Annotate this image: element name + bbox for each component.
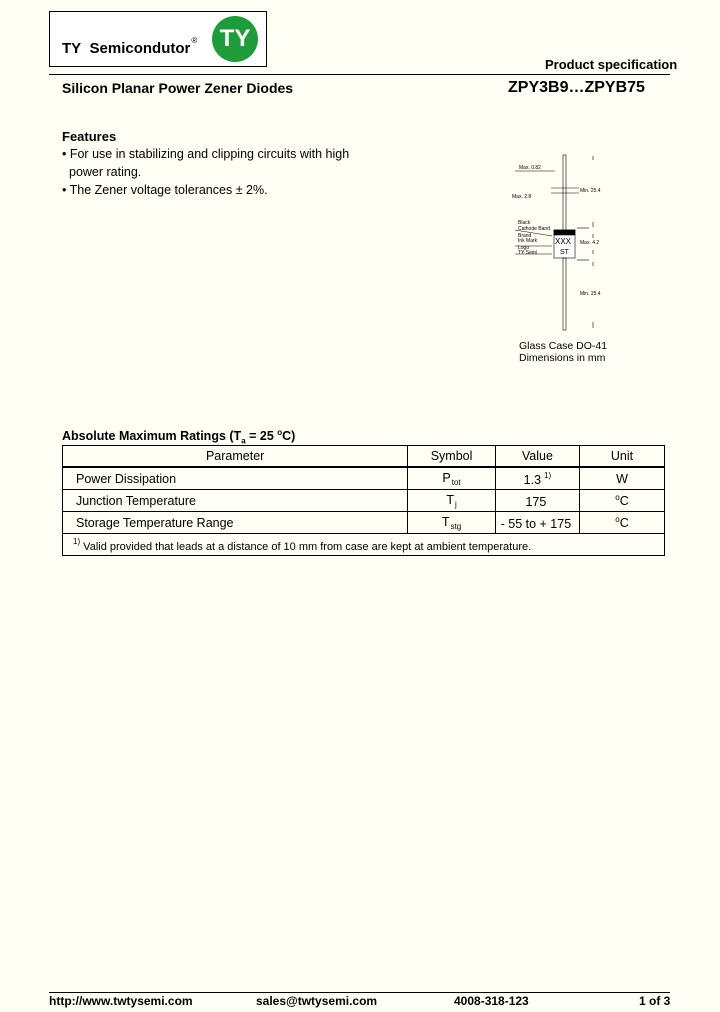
symbol-cell: $T_{stg}$ (408, 512, 496, 534)
body-mark: ST (560, 249, 569, 256)
col-header: Symbol (408, 446, 496, 468)
dim-label: Min. 25.4 (580, 188, 601, 194)
brand-name: TY Semicondutor® (62, 36, 198, 57)
table-row (63, 467, 665, 490)
footnote: $^{1)}$ Valid provided that leads at a distance of 10 mm from case are kept at ambient temperature. (63, 534, 665, 556)
logo-icon: TY (212, 16, 258, 62)
param-cell: Junction Temperature (63, 490, 408, 512)
value-cell: 175 (495, 490, 579, 512)
product-description: Silicon Planar Power Zener Diodes (62, 80, 294, 96)
dim-label: Min. 25.4 (580, 291, 601, 297)
feature-item: • For use in stabilizing and clipping circuits with high (62, 147, 350, 161)
param-cell: Power Dissipation (63, 467, 408, 490)
symbol-cell: $T_j$ (408, 490, 496, 512)
param-cell: Storage Temperature Range (63, 512, 408, 534)
feature-item: • The Zener voltage tolerances ± 2%. (62, 183, 268, 197)
phone-number: 4008-318-123 (454, 994, 529, 1008)
features-heading: Features (62, 129, 117, 144)
ratings-table (62, 445, 665, 556)
dim-label: Max. 4.2 (580, 240, 600, 246)
dim-label: Max. 2.8 (512, 194, 532, 200)
dim-label: TY Semi (518, 250, 538, 256)
table-row (63, 490, 665, 512)
dim-label: Ink Mark (518, 238, 538, 244)
email-link[interactable]: sales@twtysemi.com (256, 994, 378, 1008)
col-header: Unit (580, 446, 665, 468)
ratings-heading: Absolute Maximum Ratings ($T_a = 25$ $^o$C) (62, 428, 296, 446)
header-divider (49, 74, 670, 75)
feature-item: power rating. (69, 165, 142, 179)
col-header: Value (495, 446, 579, 468)
dim-label: Cathode Band (518, 226, 550, 232)
page-number: 1 of 3 (639, 994, 671, 1008)
value-cell: 1.3 $^{1)}$ (495, 467, 579, 490)
website-link[interactable]: http://www.twtysemi.com (49, 994, 193, 1008)
dim-label: Max. 0.82 (519, 165, 541, 171)
doc-type: Product specification (545, 57, 678, 72)
table-row (63, 512, 665, 534)
dim-label: Black (518, 220, 531, 226)
dimensions-caption: Dimensions in mm (519, 352, 606, 364)
unit-cell: $^o$C (580, 512, 665, 534)
dim-label: Brand (518, 233, 532, 239)
symbol-cell: $P_{tot}$ (408, 467, 496, 490)
unit-cell: $^o$C (580, 490, 665, 512)
value-cell: - 55 to + 175 (495, 512, 579, 534)
body-mark: XXX (555, 237, 572, 246)
col-header: Parameter (63, 446, 408, 468)
unit-cell: W (580, 467, 665, 490)
package-caption: Glass Case DO-41 (519, 340, 608, 352)
part-range: ZPY3B9…ZPYB75 (508, 79, 645, 96)
dim-label: Logo (518, 245, 530, 251)
footer-divider (49, 992, 670, 993)
table-header-row (63, 446, 665, 468)
footnote-row (63, 534, 665, 556)
